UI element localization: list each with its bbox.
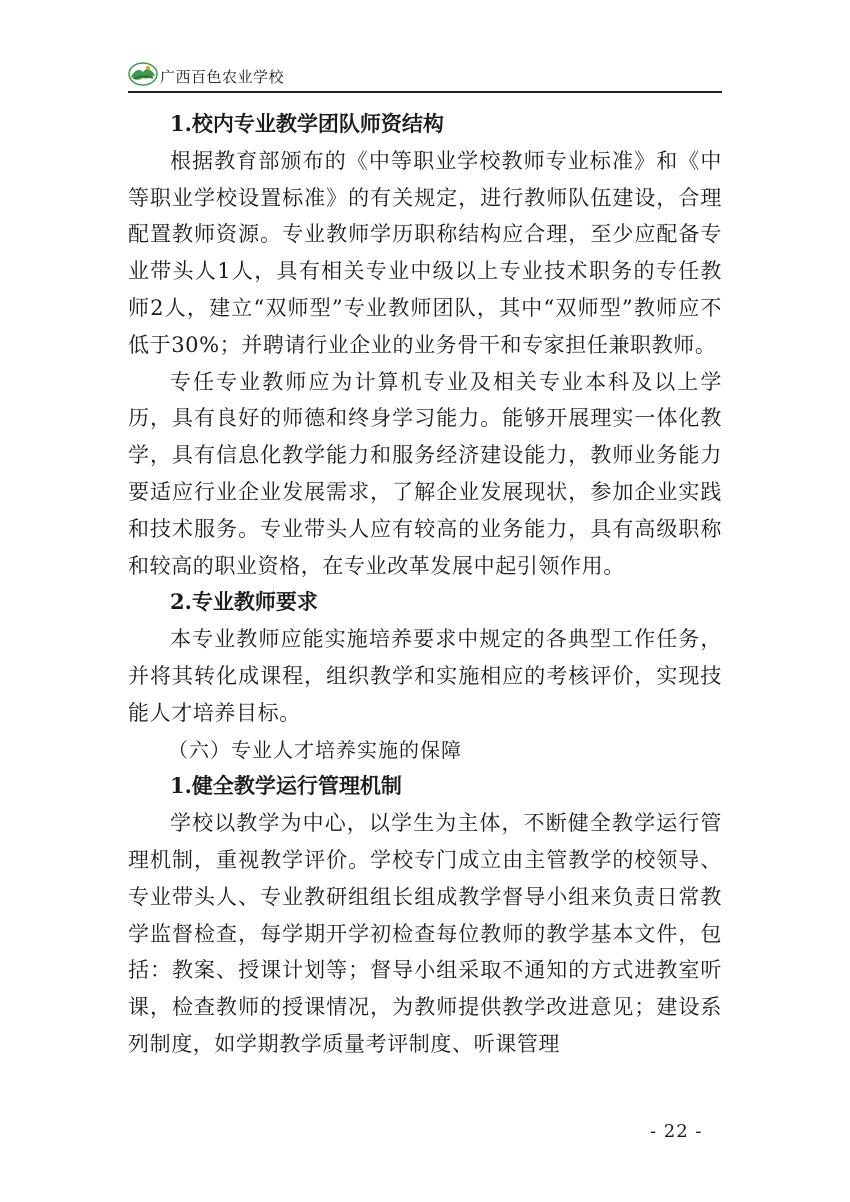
paragraph: 根据教育部颁布的《中等职业学校教师专业标准》和《中等职业学校设置标准》的有关规定，进行教师队伍建设，合理配置教师资源。专业教师学历职称结构应合理，至少应配备专业带头人1人，具有相关专业中级以上专业技术职务的专任教师2人，建立“双师型”专业教师团队，其中“双师型”教师应不低于30%；并聘请行业企业的业务骨干和专家担任兼职教师。 (128, 148, 722, 357)
document-body (128, 106, 722, 1063)
section-heading: 2.专业教师要求 (170, 589, 318, 615)
paragraph: 本专业教师应能实施培养要求中规定的各典型工作任务，并将其转化成课程，组织教学和实施相应的考核评价，实现技能人才培养目标。 (128, 627, 722, 725)
school-logo-icon (128, 60, 158, 86)
header-rule (128, 91, 722, 93)
subsection-heading: （六）专业人才培养实施的保障 (168, 737, 462, 762)
section-heading: 1.校内专业教学团队师资结构 (170, 111, 444, 136)
page-number: - 22 - (650, 1121, 703, 1142)
page-header (128, 58, 722, 94)
paragraph: 学校以教学为中心，以学生为主体，不断健全教学运行管理机制，重视教学评价。学校专门成立由主管教学的校领导、专业带头人、专业教研组组长组成教学督导小组来负责日常教学监督检查，每学期开学初检查每位教师的教学基本文件，包括：教案、授课计划等；督导小组采取不通知的方式进教室听课，检查教师的授课情况，为教师提供教学改进意见；建设系列制度，如学期教学质量考评制度、听课管理 (128, 811, 722, 1056)
section-heading: 1.健全教学运行管理机制 (170, 773, 402, 799)
paragraph: 专任专业教师应为计算机专业及相关专业本科及以上学历，具有良好的师德和终身学习能力。能够开展理实一体化教学，具有信息化教学能力和服务经济建设能力，教师业务能力要适应行业企业发展需求，了解企业发展现状，参加企业实践和技术服务。专业带头人应有较高的业务能力，具有高级职称和较高的职业资格，在专业改革发展中起引领作用。 (128, 369, 722, 578)
school-name: 广西百色农业学校 (160, 68, 285, 86)
